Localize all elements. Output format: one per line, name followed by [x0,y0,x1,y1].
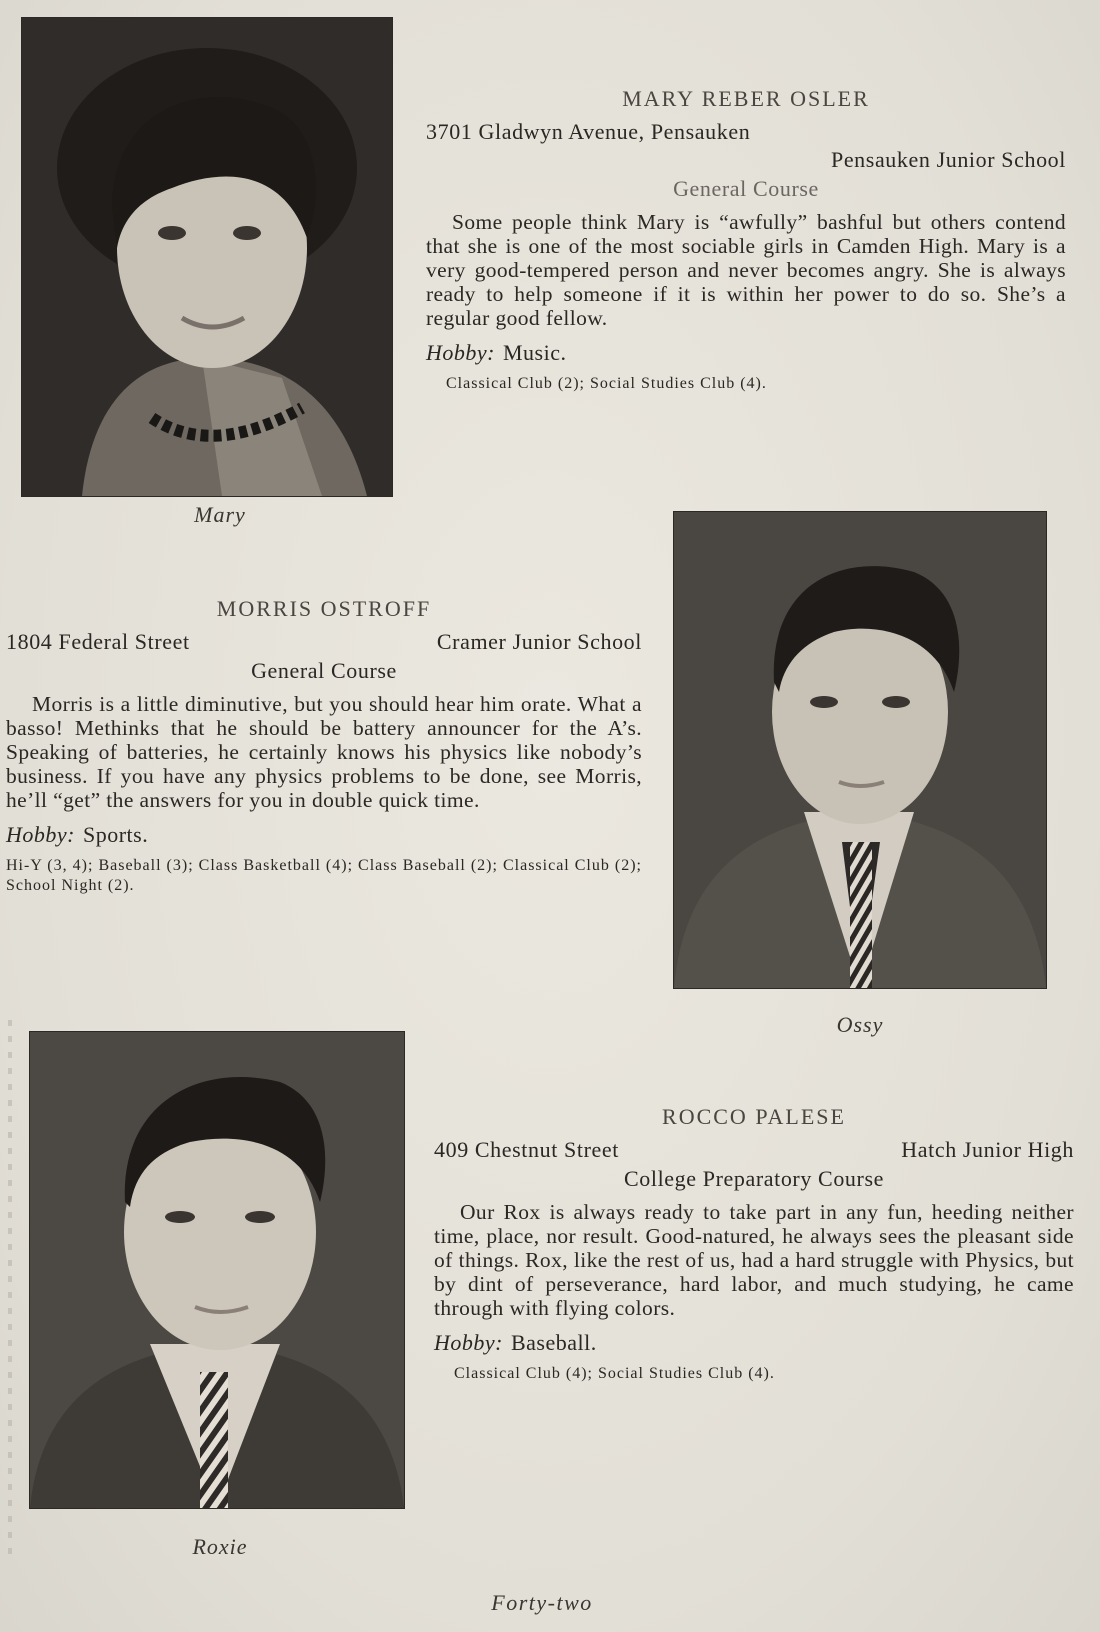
student-name: MARY REBER OSLER [622,86,870,111]
portrait-mary [22,18,392,496]
hobby-label: Hobby: [434,1330,503,1355]
club-list: Hi-Y (3, 4); Baseball (3); Class Basketball (4); Class Baseball (2); Classical Club (2); School Night (2). [6,857,642,894]
student-entry-rocco [434,1104,1074,1384]
junior-school: Pensauken Junior School [830,147,1066,172]
student-photo-morris [674,512,1046,988]
portrait-rocco [30,1032,404,1508]
student-entry-mary [426,86,1066,394]
student-name: ROCCO PALESE [662,1104,846,1129]
page-number: Forty-two [491,1590,593,1615]
hobby-line [6,820,642,850]
junior-school: Cramer Junior School [436,629,642,654]
course-name: General Course [251,658,397,683]
student-photo-rocco [30,1032,404,1508]
hobby-label: Hobby: [426,340,495,365]
student-bio: Our Rox is always ready to take part in any fun, heeding neither time, place, nor result. Good-natured, he always sees the pleasant side of things. Rox, like the rest of us, had a hard struggle with Physics, but by dint of perseverance, hard labor, and much studying, he came through with flying colors. [434,1200,1074,1320]
hobby-line [434,1328,1074,1358]
course-name: College Preparatory Course [624,1166,884,1191]
hobby-value: Sports. [82,822,149,847]
hobby-label: Hobby: [6,822,75,847]
junior-school: Hatch Junior High [901,1137,1074,1162]
student-entry-morris [6,596,642,896]
student-address: 409 Chestnut Street [434,1137,619,1162]
hobby-value: Baseball. [510,1330,597,1355]
nickname-caption-mary: Mary [194,502,246,527]
student-address: 3701 Gladwyn Avenue, Pensauken [426,119,751,144]
nickname-caption-rocco: Roxie [192,1534,248,1559]
portrait-morris [674,512,1046,988]
club-list: Classical Club (4); Social Studies Club (4). [454,1365,775,1382]
student-name: MORRIS OSTROFF [216,596,432,621]
course-name: General Course [673,176,819,201]
page-edge-wear [8,1020,12,1560]
club-list: Classical Club (2); Social Studies Club (4). [446,375,767,392]
hobby-line [426,338,1066,368]
student-bio: Some people think Mary is “awfully” bashful but others contend that she is one of the most sociable girls in Camden High. Mary is a very good-tempered person and never becomes angry. She is always ready to help someone if it is within her power to do so. She’s a regular good fellow. [426,210,1066,330]
nickname-caption-morris: Ossy [836,1012,884,1037]
student-photo-mary [22,18,392,496]
student-address: 1804 Federal Street [6,629,190,654]
hobby-value: Music. [502,340,567,365]
student-bio: Morris is a little diminutive, but you should hear him orate. What a basso! Methinks that he should be battery announcer for the A’s. Speaking of batteries, he certainly knows his physics like nobody’s business. If you have any physics problems to be done, see Morris, he’ll “get” the answers for you in double quick time. [6,692,642,812]
